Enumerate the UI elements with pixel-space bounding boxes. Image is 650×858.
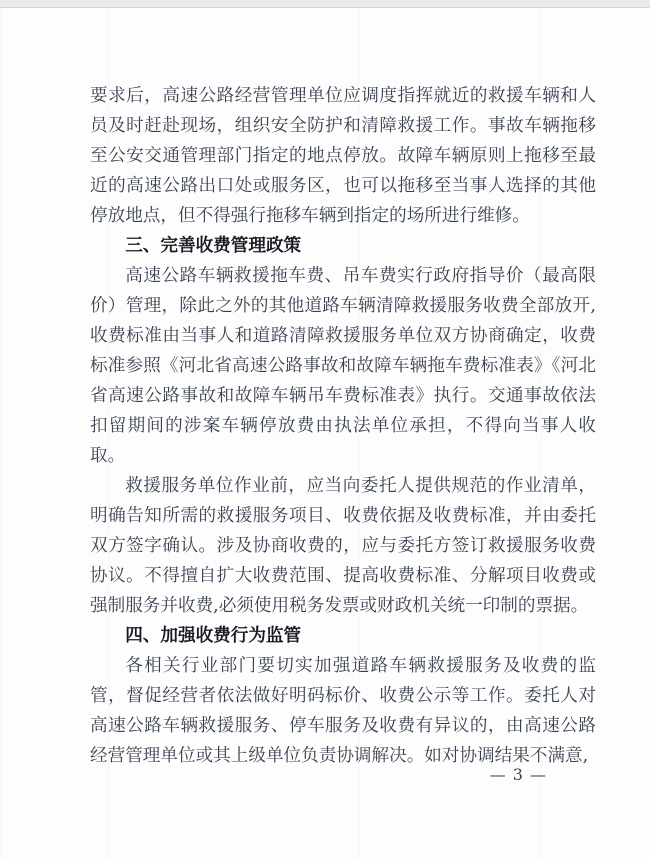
document-body (0, 8, 650, 771)
paragraph: 各相关行业部门要切实加强道路车辆救援服务及收费的监管，督促经营者依法做好明码标价、收费公示等工作。委托人对高速公路车辆救援服务、停车服务及收费有异议的，由高速公路经营管理单位或其上级单位负责协调解决。如对协调结果不满意, (90, 656, 596, 766)
scan-edge-artifact (0, 0, 650, 8)
section-heading-4: 四、加强收费行为监管 (125, 626, 302, 646)
paragraph-continuation: 要求后，高速公路经营管理单位应调度指挥就近的救援车辆和人员及时赶赴现场，组织安全防护和清障救援工作。事故车辆拖移至公安交通管理部门指定的地点停放。故障车辆原则上拖移至最近的高速公路出口处或服务区，也可以拖移至当事人选择的其他停放地点，但不得强行拖移车辆到指定的场所进行维修。 (90, 86, 596, 226)
paragraph: 救援服务单位作业前，应当向委托人提供规范的作业清单，明确告知所需的救援服务项目、收费依据及收费标准，并由委托双方签字确认。涉及协商收费的，应与委托方签订救援服务收费协议。不得擅自扩大收费范围、提高收费标准、分解项目收费或强制服务并收费,必须使用税务发票或财政机关统一印制的票据。 (90, 476, 596, 616)
page-number: — 3 — (489, 765, 547, 784)
paragraph: 高速公路车辆救援拖车费、吊车费实行政府指导价（最高限价）管理，除此之外的其他道路车辆清障救援服务收费全部放开,收费标准由当事人和道路清障救援服务单位双方协商确定，收费标准参照《河北省高速公路事故和故障车辆拖车费标准表》《河北省高速公路事故和故障车辆吊车费标准表》执行。交通事故依法扣留期间的涉案车辆停放费由执法单位承担，不得向当事人收取。 (90, 266, 596, 466)
section-heading-3: 三、完善收费管理政策 (125, 236, 302, 256)
